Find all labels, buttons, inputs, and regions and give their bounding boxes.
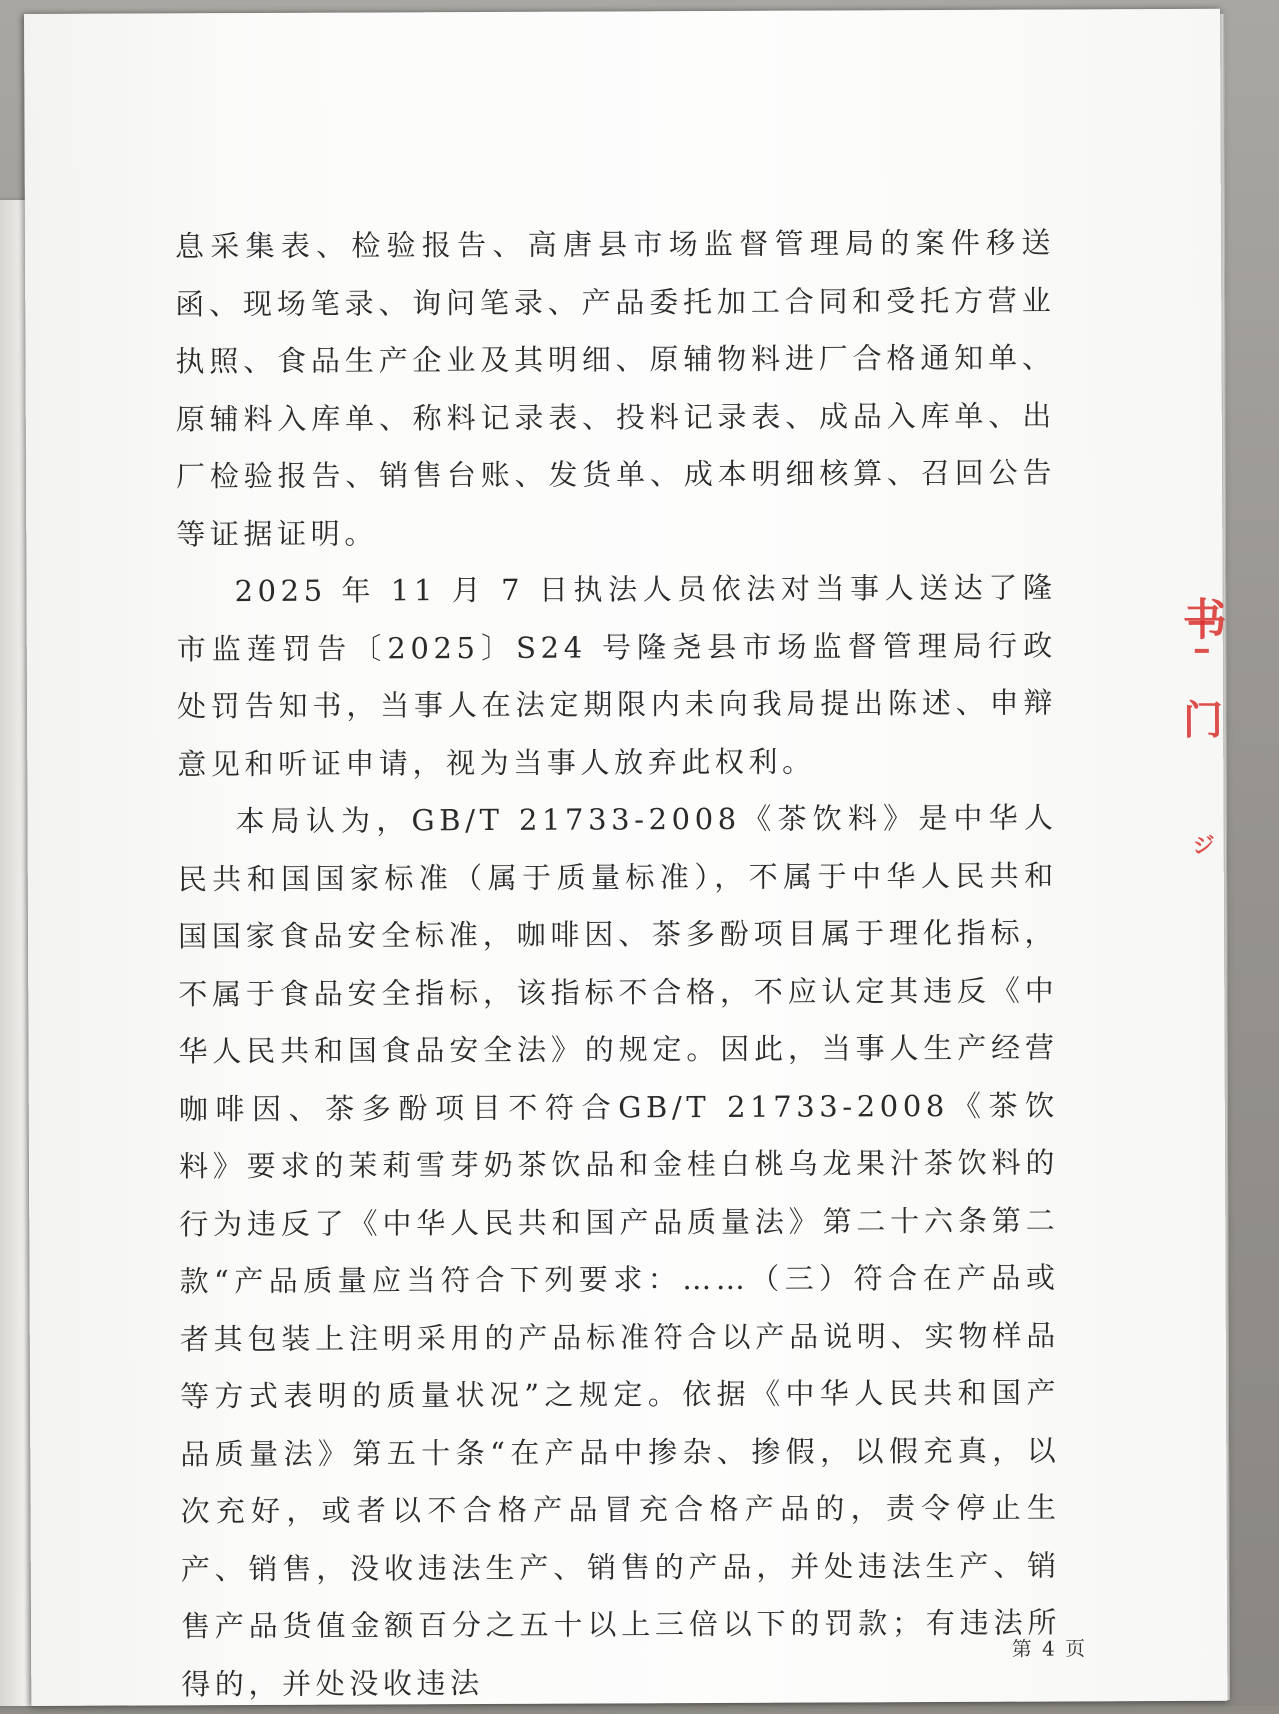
seal-fragment: 书: [1182, 594, 1227, 646]
paragraph-evidence-list: 息采集表、检验报告、高唐县市场监督管理局的案件移送函、现场笔录、询问笔录、产品委托加工合同和受托方营业执照、食品生产企业及其明细、原辅物料进厂合格通知单、原辅料入库单、称料记录表、投料记录表、成品入库单、出厂检验报告、销售台账、发货单、成本明细核算、召回公告等证据证明。: [174, 225, 1057, 551]
page-number: 第 4 页: [1011, 1636, 1088, 1661]
seal-stroke: [1195, 649, 1209, 653]
document-page: [24, 9, 1227, 1706]
paragraph-legal-finding: 本局认为，GB/T 21733-2008《茶饮料》是中华人民共和国国家标准（属于质量标准），不属于中华人民共和国国家食品安全标准，咖啡因、茶多酚项目属于理化指标，不属于食品安全指标，该指标不合格，不应认定其违反《中华人民共和国食品安全法》的规定。因此，当事人生产经营咖啡因、茶多酚项目不符合GB/T 21733-2008《茶饮料》要求的茉莉雪芽奶茶饮品和金桂白桃乌龙果汁茶饮料的行为违反了《中华人民共和国产品质量法》第二十六条第二款“产品质量应当符合下列要求：……（三）符合在产品或者其包装上注明采用的产品标准符合以产品说明、实物样品等方式表明的质量状况”之规定。依据《中华人民共和国产品质量法》第五十条“在产品中掺杂、掺假，以假充真，以次充好，或者以不合格产品冒充合格产品的，责令停止生产、销售，没收违法生产、销售的产品，并处违法生产、销售产品货值金额百分之五十以上三倍以下的罚款；有违法所得的，并处没收违法: [177, 800, 1062, 1701]
document-body: [175, 215, 1062, 1714]
seal-fragment: 门: [1182, 697, 1224, 744]
seal-fragment: ジ: [1192, 833, 1215, 859]
paragraph-notice-served: 2025 年 11 月 7 日执法人员依法对当事人送达了隆市监莲罚告〔2025〕S24 号隆尧县市场监督管理局行政处罚告知书，当事人在法定期限内未向我局提出陈述、申辩意见和听证申请，视为当事人放弃此权利。: [176, 570, 1058, 781]
